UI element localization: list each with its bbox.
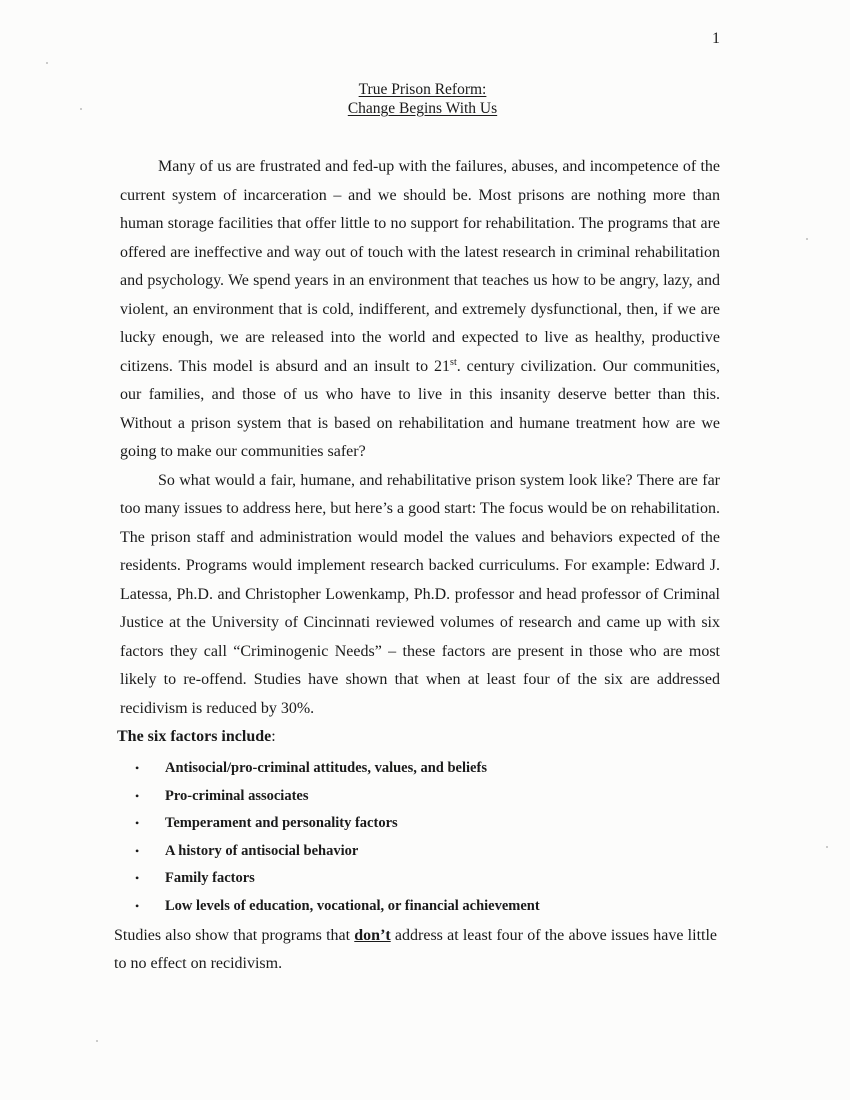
title-line-2: Change Begins With Us [347, 100, 498, 117]
list-item-text: A history of antisocial behavior [165, 842, 359, 859]
list-item [135, 810, 540, 838]
ordinal-superscript: st [450, 356, 457, 368]
paragraph-2: So what would a fair, humane, and rehabilitative prison system look like? There are far too many issues to address here, but here’s a good start: The focus would be on rehabilitation. The prison staff and administration would model the values and behaviors expected of the residents. Programs would implement research backed curriculums. For example: Edward J. Latessa, Ph.D. and Christopher Lowenkamp, Ph.D. professor and head professor of Criminal Justice at the University of Cincinnati reviewed volumes of research and came up with six factors they call “Criminogenic Needs” – these factors are present in those who are most likely to re-offend. Studies have shown that when at least four of the six are addressed recidivism is reduced by 30%. [120, 471, 720, 717]
closing-text-before: Studies also show that programs that [114, 927, 355, 944]
factors-heading-text: The six factors include [117, 728, 272, 745]
document-title [0, 80, 845, 118]
paragraph-1-text-a: Many of us are frustrated and fed-up with the failures, abuses, and incompetence of the current system of incarceration – and we should be. Most prisons are nothing more than human storage facilities that offer little to no support for rehabilitation. The programs that are offered are ineffective and way out of touch with the latest research in criminal rehabilitation and psychology. We spend years in an environment that teaches us how to be angry, lazy, and violent, an environment that is cold, indifferent, and extremely dysfunctional, then, if we are lucky enough, we are released into the world and expected to live as healthy, productive citizens. This model is absurd and an insult to 21 [120, 158, 720, 375]
bullet-icon: • [135, 898, 140, 913]
scan-speck [826, 846, 828, 848]
list-item [135, 893, 540, 921]
factors-list [135, 755, 540, 921]
bullet-icon: • [135, 788, 140, 803]
factors-heading [117, 728, 276, 746]
list-item-text: Family factors [165, 870, 255, 887]
list-item-text: Low levels of education, vocational, or financial achievement [165, 897, 540, 914]
page-number: 1 [712, 30, 720, 47]
list-item-text: Temperament and personality factors [165, 815, 398, 832]
closing-emphasis: don’t [354, 927, 391, 944]
bullet-icon: • [135, 843, 140, 858]
body-text [120, 153, 720, 723]
paragraph-1-text-b: . century civilization. Our communities, our families, and those of us who have to live in this insanity deserve better than this. Without a prison system that is based on rehabilitation and humane treatment how are we going to make our communities safer? [120, 357, 720, 460]
list-item-text: Pro-criminal associates [165, 787, 309, 804]
scan-speck [80, 108, 82, 110]
scan-speck [806, 238, 808, 240]
scan-speck [96, 1040, 98, 1042]
list-item [135, 755, 540, 783]
bullet-icon: • [135, 816, 140, 831]
list-item [135, 838, 540, 866]
closing-paragraph [114, 922, 717, 978]
list-item [135, 783, 540, 811]
bullet-icon: • [135, 761, 140, 775]
factors-heading-colon: : [271, 728, 276, 745]
scan-speck [46, 62, 48, 64]
paragraph-1 [120, 153, 720, 467]
list-item [135, 865, 540, 893]
title-line-1: True Prison Reform: [358, 81, 487, 98]
list-item-text: Antisocial/pro-criminal attitudes, values, and beliefs [165, 760, 487, 776]
bullet-icon: • [135, 871, 140, 886]
closing-text-after: address at least four of the above issues have little to no effect on recidivism. [114, 927, 718, 972]
